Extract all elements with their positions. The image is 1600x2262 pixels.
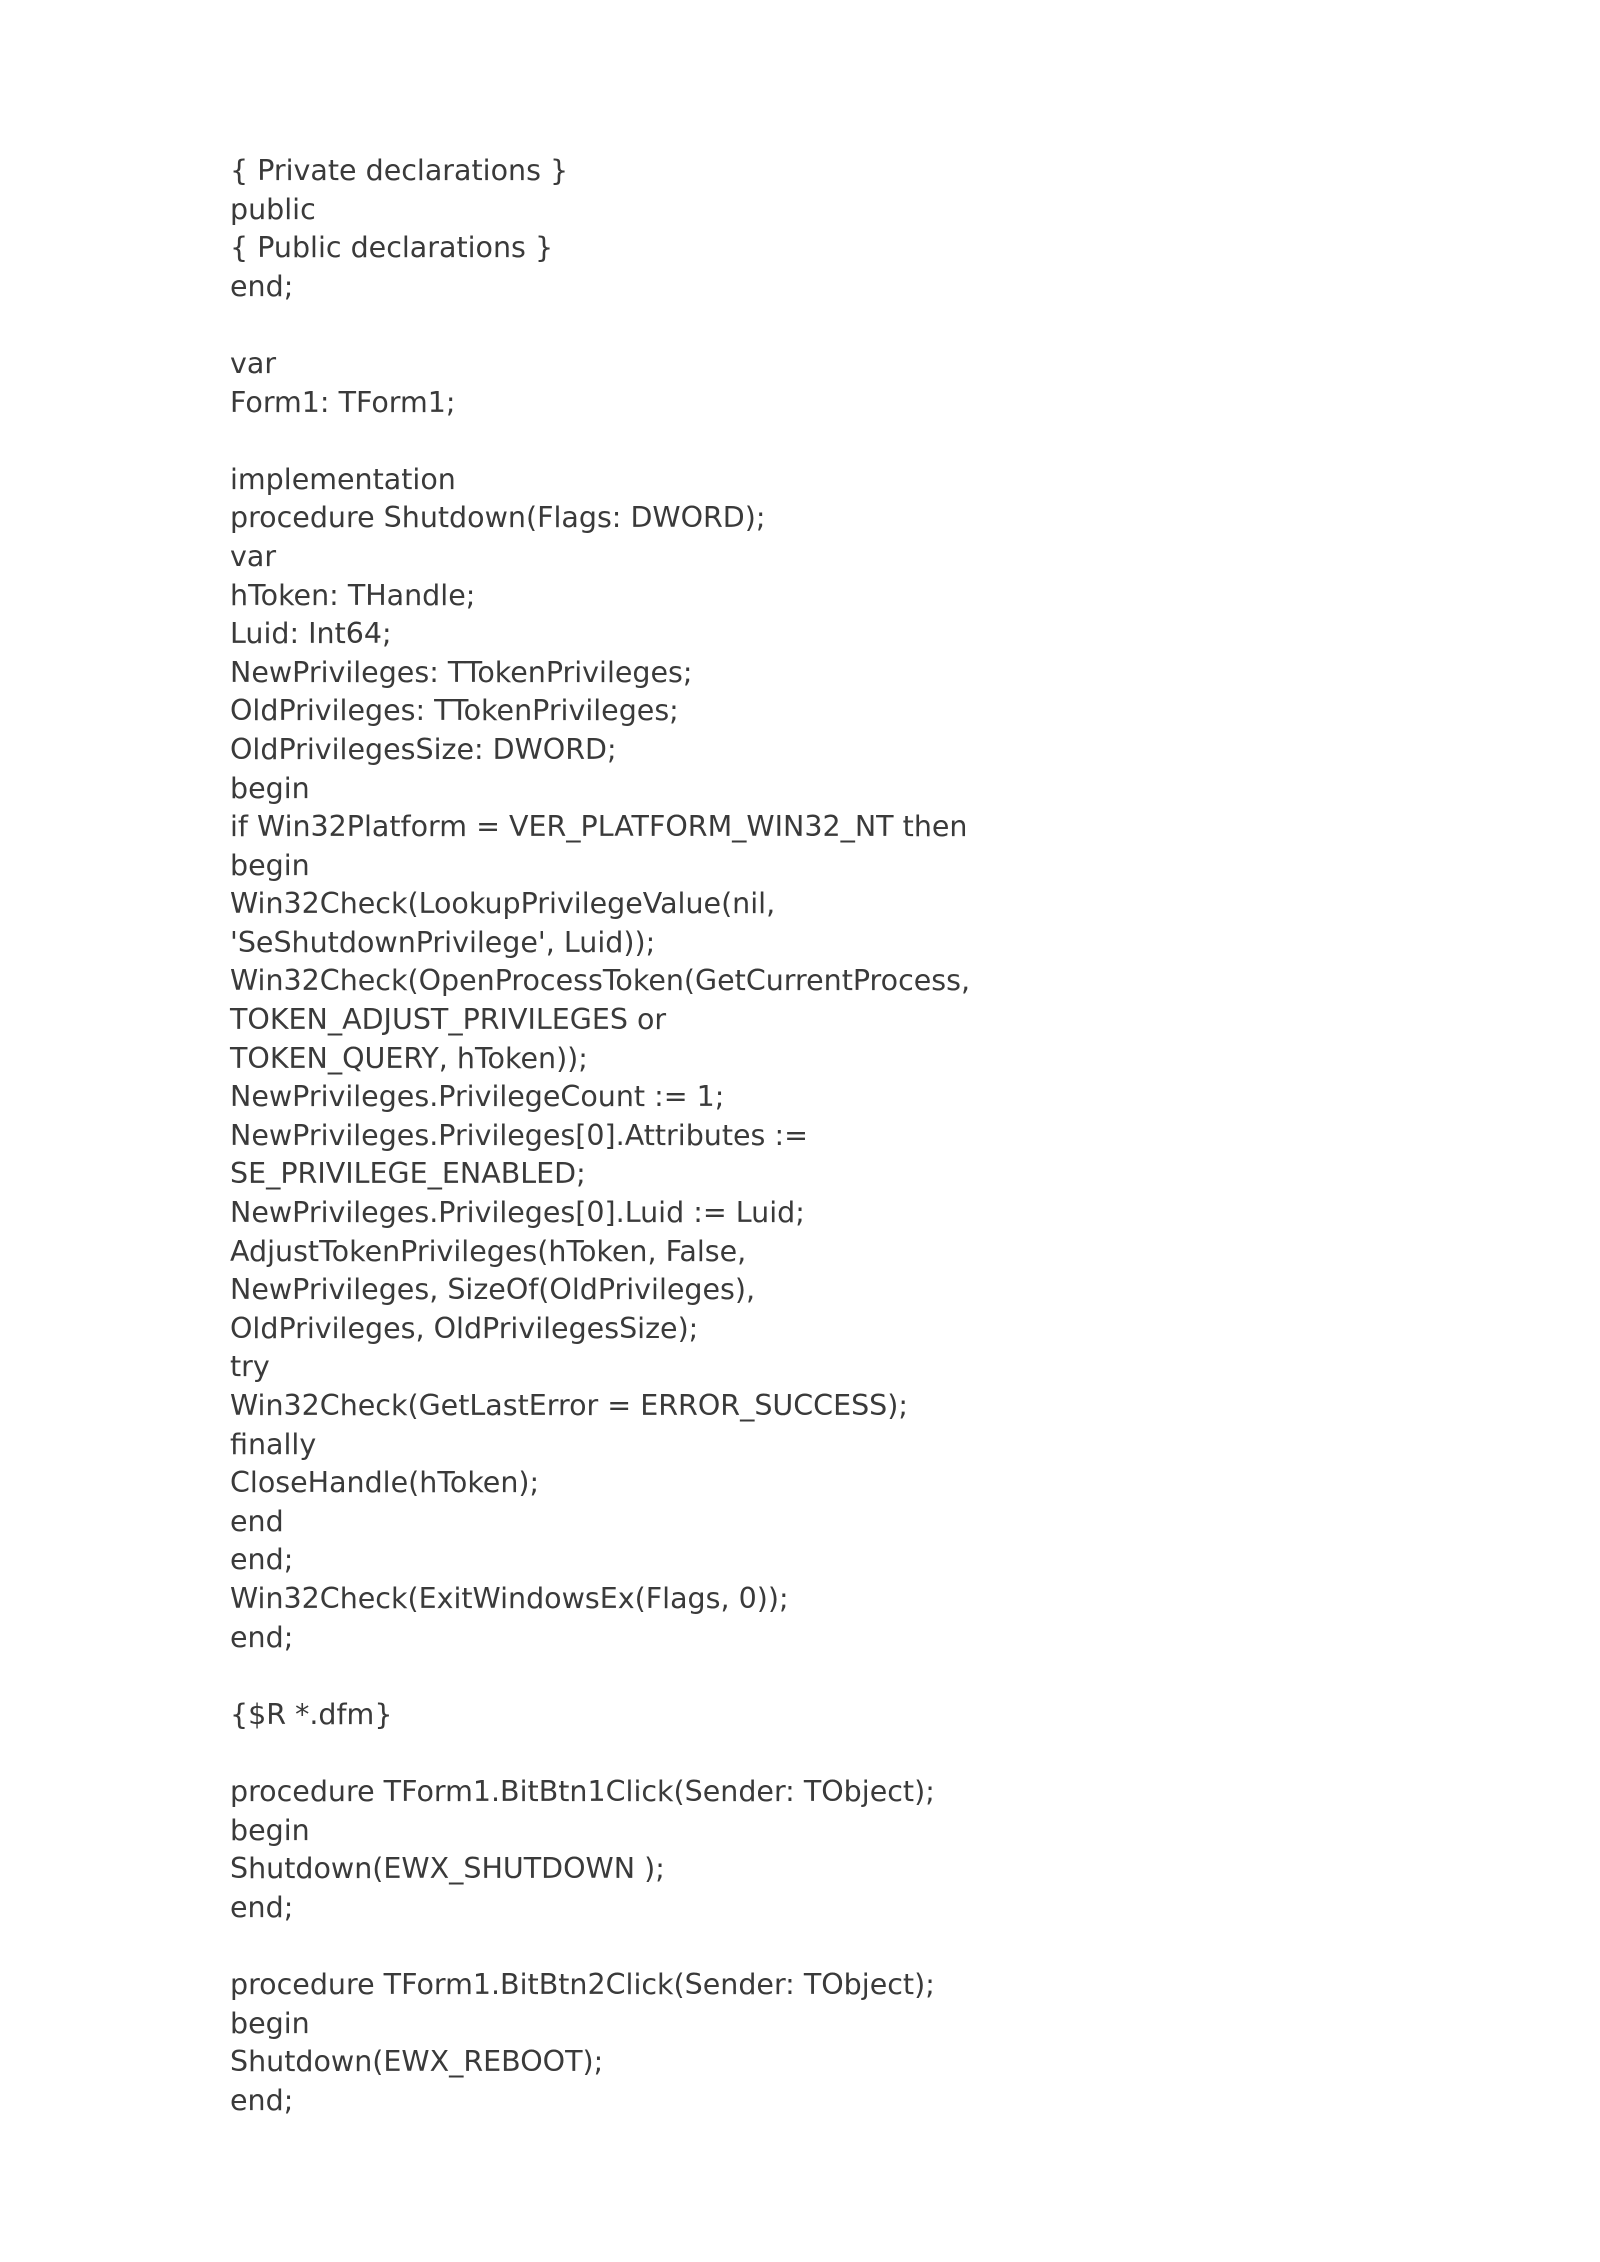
code-line: procedure Shutdown(Flags: DWORD);	[230, 501, 766, 535]
code-line: end	[230, 1504, 284, 1538]
code-line: {$R *.dfm}	[230, 1697, 393, 1731]
code-line: end;	[230, 1543, 294, 1577]
code-line: Win32Check(ExitWindowsEx(Flags, 0));	[230, 1581, 789, 1615]
code-line: SE_PRIVILEGE_ENABLED;	[230, 1157, 586, 1191]
code-line: Win32Check(OpenProcessToken(GetCurrentProcess,	[230, 964, 971, 998]
code-line: Luid: Int64;	[230, 617, 392, 651]
code-line: begin	[230, 2006, 310, 2040]
code-line: OldPrivilegesSize: DWORD;	[230, 732, 617, 766]
code-line: begin	[230, 771, 310, 805]
code-line: end;	[230, 1620, 294, 1654]
code-line: public	[230, 192, 316, 226]
code-line: NewPrivileges.PrivilegeCount := 1;	[230, 1080, 725, 1114]
code-line: TOKEN_ADJUST_PRIVILEGES or	[230, 1003, 667, 1037]
code-line: CloseHandle(hToken);	[230, 1466, 540, 1500]
code-line: procedure TForm1.BitBtn1Click(Sender: TObject);	[230, 1774, 935, 1808]
code-line: Form1: TForm1;	[230, 385, 456, 419]
code-line: TOKEN_QUERY, hToken));	[230, 1041, 588, 1075]
blank-line	[230, 1927, 1430, 1966]
code-line: NewPrivileges.Privileges[0].Attributes :=	[230, 1118, 808, 1152]
code-line: Shutdown(EWX_SHUTDOWN );	[230, 1852, 665, 1886]
code-line: Win32Check(LookupPrivilegeValue(nil,	[230, 887, 776, 921]
code-line: hToken: THandle;	[230, 578, 476, 612]
code-line: end;	[230, 269, 294, 303]
blank-line	[230, 1657, 1430, 1696]
code-line: begin	[230, 1813, 310, 1847]
code-line: { Private declarations }	[230, 154, 569, 187]
code-line: NewPrivileges.Privileges[0].Luid := Luid;	[230, 1196, 805, 1230]
code-line: begin	[230, 848, 310, 882]
code-line: Win32Check(GetLastError = ERROR_SUCCESS);	[230, 1389, 908, 1422]
code-line: var	[230, 539, 277, 573]
code-listing	[230, 152, 1430, 2120]
code-line: procedure TForm1.BitBtn2Click(Sender: TObject);	[230, 1967, 935, 2001]
code-line: NewPrivileges, SizeOf(OldPrivileges),	[230, 1273, 756, 1307]
code-line: try	[230, 1350, 270, 1384]
code-line: end;	[230, 2083, 294, 2117]
code-line: AdjustTokenPrivileges(hToken, False,	[230, 1234, 747, 1268]
code-line: implementation	[230, 462, 456, 496]
code-line: if Win32Platform = VER_PLATFORM_WIN32_NT then	[230, 810, 968, 844]
blank-line	[230, 1734, 1430, 1773]
code-line: { Public declarations }	[230, 231, 554, 265]
blank-line	[230, 422, 1430, 461]
code-line: finally	[230, 1427, 317, 1461]
code-line: 'SeShutdownPrivilege', Luid));	[230, 925, 656, 959]
code-line: var	[230, 346, 277, 380]
code-line: Shutdown(EWX_REBOOT);	[230, 2045, 604, 2079]
code-line: OldPrivileges: TTokenPrivileges;	[230, 694, 679, 728]
code-line: end;	[230, 1890, 294, 1924]
code-line: NewPrivileges: TTokenPrivileges;	[230, 655, 693, 689]
code-line: OldPrivileges, OldPrivilegesSize);	[230, 1311, 699, 1345]
blank-line	[230, 306, 1430, 345]
